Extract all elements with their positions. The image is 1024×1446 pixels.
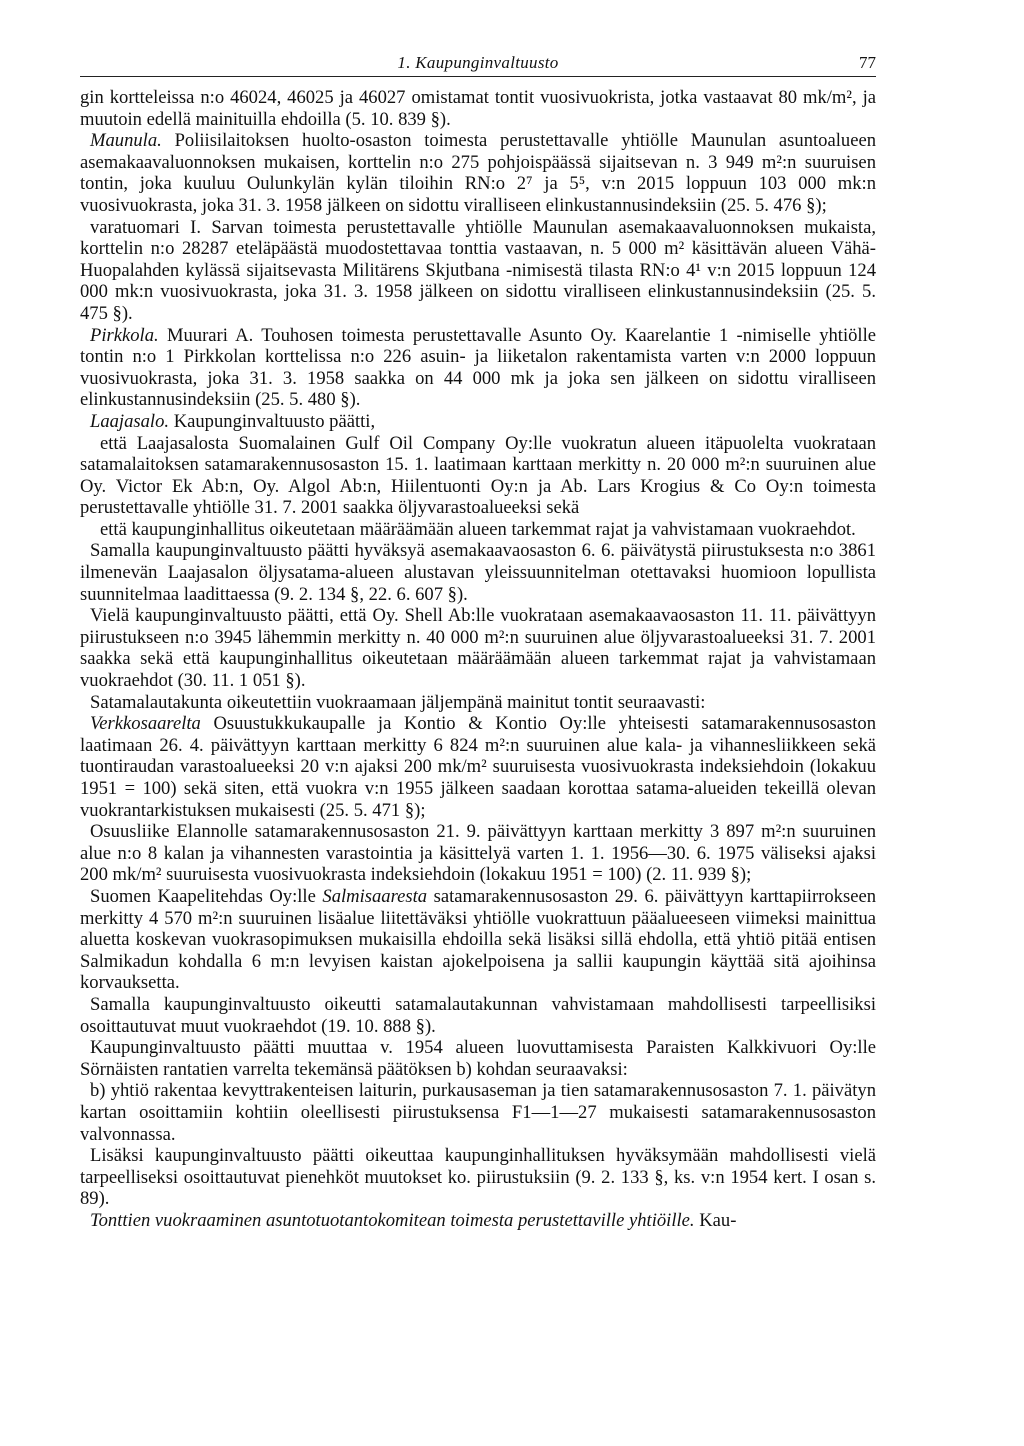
document-page [80, 50, 876, 1231]
paragraph: että Laajasalosta Suomalainen Gulf Oil Company Oy:lle vuokratun alueen itäpuolelta vuokrataan satamalaitoksen satamarakennusosaston 15. 1. laatimaan karttaan merkitty n. 20 000 m²:n suuruinen alue Oy. Victor Ek Ab:n, Oy. Algol Ab:n, Hiilentuonti Oy:n ja Ab. Lars Krogius & Co Oy:n toimesta perustettavalle yhtiölle 31. 7. 2001 saakka öljyvarastoalueeksi sekä [80, 432, 876, 519]
paragraph: Suomen Kaapelitehdas Oy:lle Salmisaaresta satamarakennusosaston 29. 6. päivättyyn karttapiirrokseen merkitty 4 570 m²:n suuruinen lisäalue liitettäväksi yhtiölle vuokrattuun pääalueeseen viimeksi mainittua aluetta koskevan vuokrasopimuksen mukaisilla ehdoilla sekä lisäksi sillä ehdolla, että yhtiö pitää entisen Salmikadun kohdalla 6 m:n levyisen kaistan ajokelpoisena ja sallii kaupungin käyttää sitä ajoihinsa korvauksetta. [80, 885, 876, 994]
paragraph: Samalla kaupunginvaltuusto päätti hyväksyä asemakaavaosaston 6. 6. päivätystä piirustuksesta n:o 3861 ilmenevän Laajasalon öljysatama-alueen alustavan yleissuunnitelman otettavaksi huomioon lopullista suunnitelmaa laadittaessa (9. 2. 134 §, 22. 6. 607 §). [80, 540, 876, 605]
paragraph: Satamalautakunta oikeutettiin vuokraamaan jäljempänä mainitut tontit seuraavasti: [90, 691, 706, 713]
paragraph: Maunula. Poliisilaitoksen huolto-osaston toimesta perustettavalle yhtiölle Maunulan asuntoalueen asemakaavaluonnoksen mukaisen, korttelin n:o 275 pohjoispäässä sijaitsevan n. 3 949 m²:n suuruisen tontin, joka kuuluu Oulunkylän kylän tiloihin RN:o 2⁷ ja 5⁵, v:n 2015 loppuun 103 000 mk:n vuosivuokrasta, joka 31. 3. 1958 jälkeen on sidottu viralliseen elinkustannusindeksiin (25. 5. 476 §); [80, 130, 876, 216]
page-number: 77 [859, 53, 876, 72]
paragraph: Tonttien vuokraaminen asuntotuotantokomitean toimesta perustettaville yhtiöille. Kau- [90, 1209, 737, 1231]
paragraph: varatuomari I. Sarvan toimesta perustettavalle yhtiölle Maunulan asemakaavaluonnoksen mukaista, korttelin n:o 28287 eteläpäästä muodostettavaa tonttia vastaavan, n. 5 000 m² käsittävän alueen Vähä-Huopalahden kylässä sijaitsevasta Militärens Skjutbana -nimisestä tilasta RN:o 4¹ v:n 2015 loppuun 124 000 mk:n vuosivuokrasta, joka 31. 3. 1958 jälkeen on sidottu viralliseen elinkustannusindeksiin (25. 5. 475 §). [80, 216, 876, 324]
page-header [80, 50, 876, 77]
paragraph: Kaupunginvaltuusto päätti muuttaa v. 1954 alueen luovuttamisesta Paraisten Kalkkivuori Oy:lle Sörnäisten rantatien varrelta tekemänsä päätöksen b) kohdan seuraavaksi: [80, 1037, 876, 1080]
document-body [80, 87, 876, 1231]
paragraph: Laajasalo. Kaupunginvaltuusto päätti, [90, 410, 376, 432]
paragraph: että kaupunginhallitus oikeutetaan määräämään alueen tarkemmat rajat ja vahvistamaan vuokraehdot. [100, 518, 856, 540]
paragraph: Samalla kaupunginvaltuusto oikeutti satamalautakunnan vahvistamaan mahdollisesti tarpeellisiksi osoittautuvat muut vuokraehdot (19. 10. 888 §). [80, 993, 876, 1037]
paragraph: Verkkosaarelta Osuustukkukaupalle ja Kontio & Kontio Oy:lle yhteisesti satamarakennusosaston laatimaan 26. 4. päivättyyn karttaan merkitty 6 824 m²:n suuruinen alue kala- ja vihannesliikkeen sekä tuontiraudan varastoalueeksi 20 v:n ajaksi 200 mk/m² suuruisesta vuosivuokrasta indeksiehdoin (lokakuu 1951 = 100) sekä siten, että vuokra v:n 1955 jälkeen saadaan korottaa satama-alueiden tekeillä olevan vuokrantarkistuksen mukaisesti (25. 5. 471 §); [80, 713, 876, 821]
running-title: 1. Kaupunginvaltuusto [397, 53, 559, 72]
paragraph: Lisäksi kaupunginvaltuusto päätti oikeuttaa kaupunginhallituksen hyväksymään mahdollisesti vielä tarpeelliseksi osoittautuvat pienehköt muutokset ko. piirustuksiin (9. 2. 133 §, ks. v:n 1954 kert. I osan s. 89). [80, 1145, 876, 1210]
paragraph: gin kortteleissa n:o 46024, 46025 ja 46027 omistamat tontit vuosivuokrista, jotka vastaavat 80 mk/m², ja muutoin edellä mainituilla ehdoilla (5. 10. 839 §). [80, 87, 876, 130]
paragraph: Vielä kaupunginvaltuusto päätti, että Oy. Shell Ab:lle vuokrataan asemakaavaosaston 11. 11. päivättyyn piirustukseen n:o 3945 lähemmin merkitty n. 40 000 m²:n suuruinen alue öljyvarastoalueeksi 31. 7. 2001 saakka sekä että kaupunginhallitus oikeutetaan määräämään alueen tarkemmat rajat ja vahvistamaan vuokraehdot (30. 11. 1 051 §). [80, 605, 876, 692]
paragraph: Osuusliike Elannolle satamarakennusosaston 21. 9. päivättyyn karttaan merkitty 3 897 m²:n suuruinen alue n:o 8 kalan ja vihannesten varastointia ja käsittelyä varten 1. 1. 1956—30. 6. 1975 väliseksi ajaksi 200 mk/m² suuruisesta vuosivuokrasta indeksiehdoin (lokakuu 1951 = 100) (2. 11. 939 §); [80, 821, 876, 886]
paragraph: b) yhtiö rakentaa kevyttrakenteisen laiturin, purkausaseman ja tien satamarakennusosaston 7. 1. päivätyn kartan osoittamiin kohtiin oleellisesti piirustuksensa F1—1—27 mukaisesti satamarakennusosaston valvonnassa. [80, 1080, 876, 1145]
paragraph: Pirkkola. Muurari A. Touhosen toimesta perustettavalle Asunto Oy. Kaarelantie 1 -nimiselle yhtiölle tontin n:o 1 Pirkkolan korttelissa n:o 226 asuin- ja liiketalon rakentamista varten v:n 2000 loppuun vuosivuokrasta, joka 31. 3. 1958 saakka on 44 000 mk ja joka sen jälkeen on sidottu viralliseen elinkustannusindeksiin (25. 5. 480 §). [80, 324, 876, 411]
